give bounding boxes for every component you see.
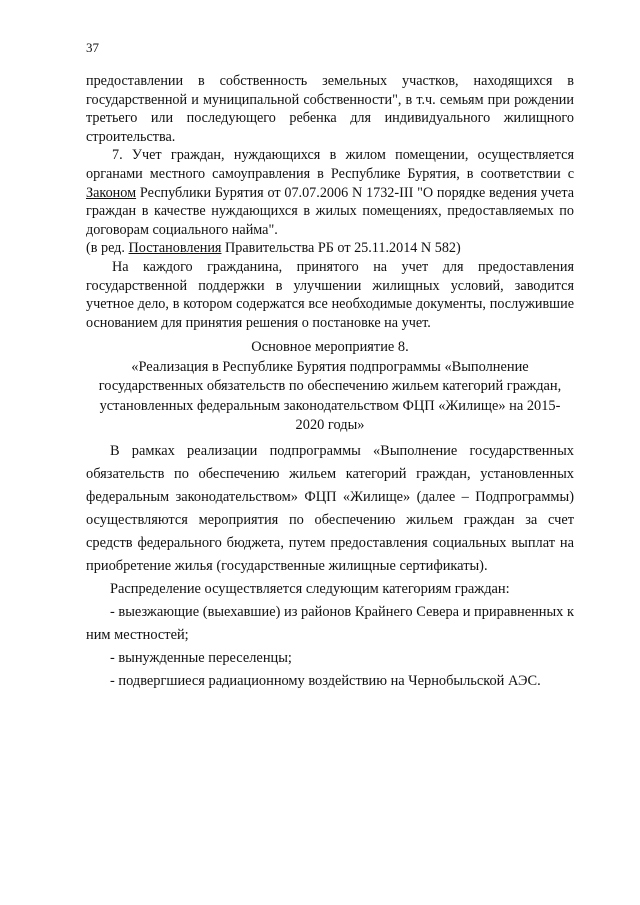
registration-text-end: Республики Бурятия от 07.07.2006 N 1732-III "О порядке ведения учета граждан в качестве нуждающихся в жилых помещениях, предоставляемых по договорам социального найма".	[86, 184, 574, 238]
paragraph-distribution: Распределение осуществляется следующим категориям граждан:	[110, 581, 510, 597]
resolution-link[interactable]: Постановления	[128, 240, 222, 257]
section-housing-registration	[86, 72, 574, 332]
list-item: - подвергшиеся радиационному воздействию на Чернобыльской АЭС.	[110, 673, 541, 689]
page-number: 37	[86, 40, 99, 55]
heading-line-1: Основное мероприятие 8.	[251, 339, 409, 355]
paragraph-registration-file: На каждого гражданина, принятого на учет для предоставления государственной поддержки в улучшении жилищных условий, заводится учетное дело, в котором содержатся все необходимые документы, послужившие основанием для принятия решения о постановке на учет.	[86, 258, 574, 331]
amendment-note	[86, 239, 574, 258]
list-item: - вынужденные переселенцы;	[110, 650, 292, 666]
paragraph-subprogram: В рамках реализации подпрограммы «Выполнение государственных обязательств по обеспечению жильем категорий граждан, установленных федеральным законодательством» ФЦП «Жилище» (далее – Подпрограммы) осуществляются мероприятия по обеспечению жильем граждан за счет средств федерального бюджета, путем предоставления социальных выплат на приобретение жилья (государственные жилищные сертификаты).	[86, 443, 574, 574]
registration-text-start: 7. Учет граждан, нуждающихся в жилом помещении, осуществляется органами местного самоуправления в Республике Бурятия, в соответствии с	[86, 147, 574, 182]
list-item: - выезжающие (выехавшие) из районов Крайнего Севера и приравненных к ним местностей;	[86, 604, 574, 643]
heading-line-2: «Реализация в Республике Бурятия подпрограммы «Выполнение государственных обязательств по обеспечению жильем категорий граждан, установленных федеральным законодательством ФЦП «Жилище» на 2015-2020 годы»	[98, 358, 562, 433]
amendment-text-end: Правительства РБ от 25.11.2014 N 582)	[221, 240, 461, 257]
section-heading	[86, 338, 574, 436]
paragraph-registration	[86, 146, 574, 239]
paragraph-land-plots: предоставлении в собственность земельных участков, находящихся в государственной и муниципальной собственности", в т.ч. семьям при рождении третьего или последующего ребенка для индивидуального жилищного строительства.	[86, 73, 574, 145]
amendment-text-start: (в ред.	[86, 240, 129, 257]
section-subprogram	[86, 440, 574, 693]
law-link[interactable]: Законом	[86, 184, 137, 201]
